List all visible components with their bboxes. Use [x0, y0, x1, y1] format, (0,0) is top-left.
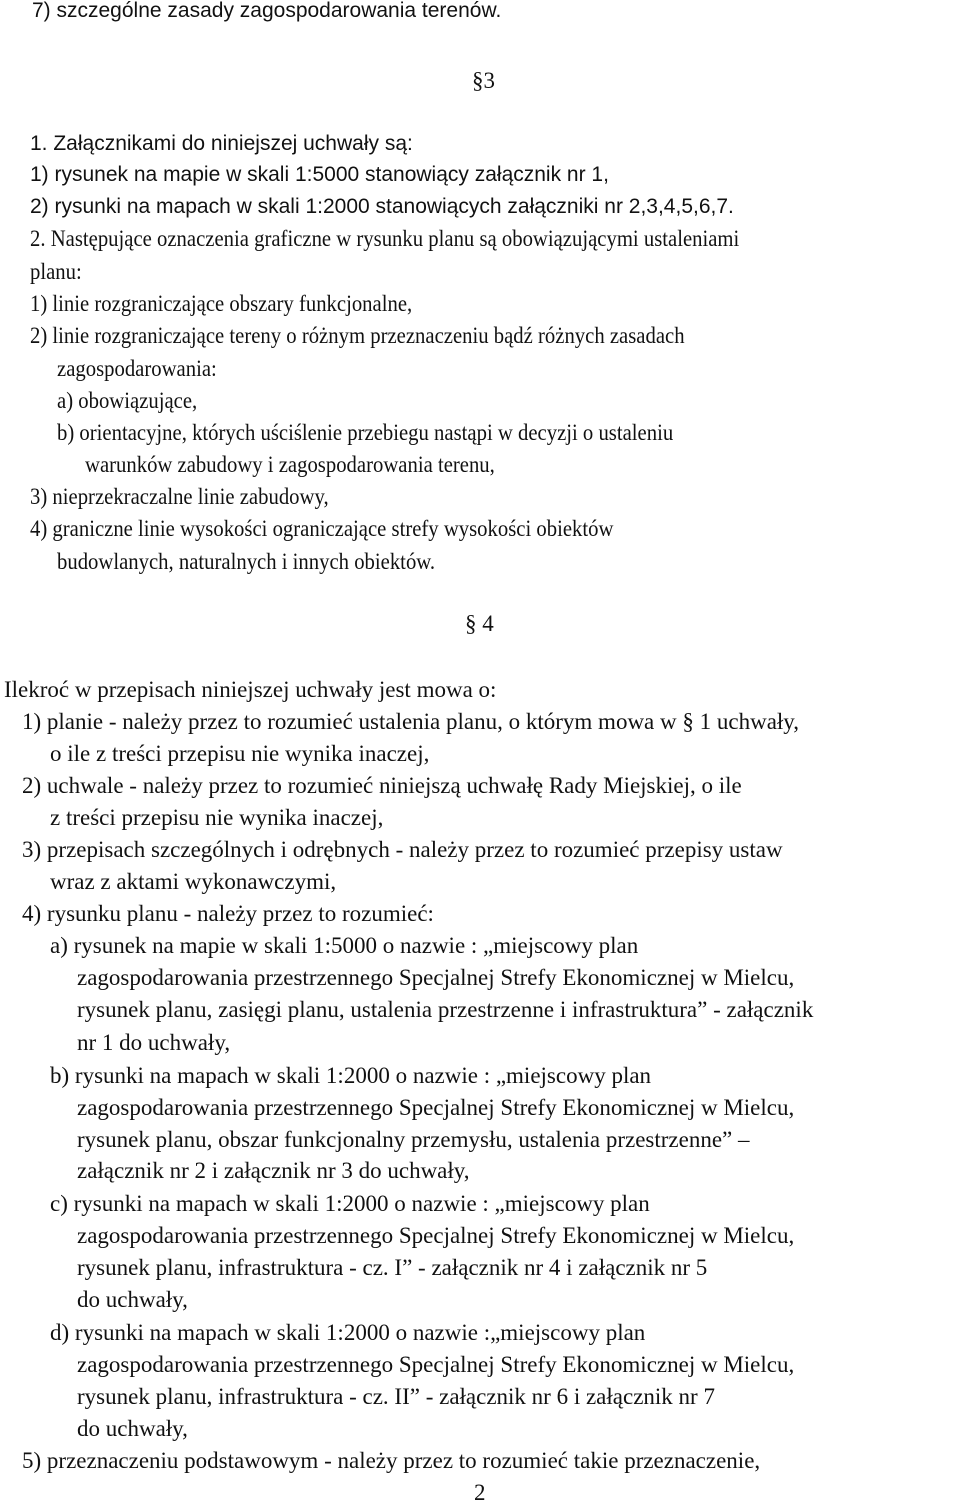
- section-heading: [472, 67, 495, 95]
- list-item-text: rysunek planu, zasięgi planu, ustalenia przestrzenne i infrastruktura” - załącznik: [77, 997, 814, 1022]
- paragraph-text: 1. Załącznikami do niniejszej uchwały są:: [30, 132, 413, 155]
- list-item-text: zagospodarowania przestrzennego Specjalnej Strefy Ekonomicznej w Mielcu,: [77, 1223, 795, 1248]
- list-item: [30, 193, 734, 221]
- list-item: [77, 996, 813, 1024]
- list-item-text: 1) planie - należy przez to rozumieć ustalenia planu, o którym mowa w § 1 uchwały,: [22, 709, 800, 734]
- list-item-text: 1) linie rozgraniczające obszary funkcjonalne,: [30, 291, 413, 316]
- list-item-text: b) rysunki na mapach w skali 1:2000 o nazwie : „miejscowy plan: [50, 1063, 652, 1088]
- list-item-text: 2) rysunki na mapach w skali 1:2000 stanowiących załączniki nr 2,3,4,5,6,7.: [30, 195, 734, 218]
- list-item: [57, 387, 213, 415]
- list-item: [50, 1062, 651, 1090]
- paragraph-text: Ilekroć w przepisach niniejszej uchwały jest mowa o:: [4, 677, 497, 702]
- list-item-text: 3) przepisach szczególnych i odrębnych - należy przez to rozumieć przepisy ustaw: [22, 837, 783, 862]
- list-item: [50, 804, 383, 832]
- list-item: [30, 161, 609, 189]
- paragraph: [30, 258, 88, 286]
- list-item-text: warunków zabudowy i zagospodarowania terenu,: [85, 452, 495, 477]
- list-item-text: a) obowiązujące,: [57, 388, 198, 413]
- list-item: [50, 1190, 650, 1218]
- list-item: [77, 1222, 794, 1250]
- list-item-text: do uchwały,: [77, 1287, 188, 1312]
- paragraph: [30, 130, 413, 158]
- list-item: [32, 0, 501, 25]
- list-item-text: c) rysunki na mapach w skali 1:2000 o nazwie : „miejscowy plan: [50, 1191, 650, 1216]
- paragraph-text: 2. Następujące oznaczenia graficzne w rysunku planu są obowiązującymi ustaleniami: [30, 226, 740, 251]
- list-item-text: zagospodarowania przestrzennego Specjalnej Strefy Ekonomicznej w Mielcu,: [77, 1352, 795, 1377]
- section-4-heading: § 4: [465, 611, 494, 636]
- list-item-text: 2) linie rozgraniczające tereny o różnym przeznaczeniu bądź różnych zasadach: [30, 323, 685, 348]
- list-item-text: o ile z treści przepisu nie wynika inaczej,: [50, 741, 430, 766]
- list-item-text: 5) przeznaczeniu podstawowym - należy przez to rozumieć takie przeznaczenie,: [22, 1448, 761, 1473]
- list-item: [77, 1383, 715, 1411]
- list-item-text: d) rysunki na mapach w skali 1:2000 o nazwie :„miejscowy plan: [50, 1320, 646, 1345]
- list-item-text: b) orientacyjne, których uściślenie przebiegu nastąpi w decyzji o ustaleniu: [57, 420, 674, 445]
- list-item-text: 2) uchwale - należy przez to rozumieć niniejszą uchwałę Rady Miejskiej, o ile: [22, 773, 742, 798]
- paragraph: [4, 676, 496, 704]
- list-item: [30, 290, 455, 318]
- list-item-text: a) rysunek na mapie w skali 1:5000 o nazwie : „miejscowy plan: [50, 933, 639, 958]
- list-item-text: budowlanych, naturalnych i innych obiektów.: [57, 549, 436, 574]
- list-item: [22, 836, 783, 864]
- list-item: [22, 708, 799, 736]
- list-item-text: wraz z aktami wykonawczymi,: [50, 869, 337, 894]
- list-item: [22, 772, 742, 800]
- list-item-text: zagospodarowania przestrzennego Specjalnej Strefy Ekonomicznej w Mielcu,: [77, 965, 795, 990]
- list-item: [85, 451, 540, 479]
- page-number: [474, 1479, 486, 1507]
- list-item-text: 4) graniczne linie wysokości ograniczające strefy wysokości obiektów: [30, 516, 614, 541]
- section-heading: [465, 610, 494, 638]
- list-item: [50, 932, 638, 960]
- list-item: [50, 740, 429, 768]
- list-item: [77, 1126, 750, 1154]
- list-item: [57, 548, 477, 576]
- list-item: [50, 868, 336, 896]
- list-item-text: nr 1 do uchwały,: [77, 1030, 231, 1055]
- list-item-text: zagospodarowania:: [57, 356, 217, 381]
- list-item: [57, 355, 235, 383]
- list-item-text: rysunek planu, infrastruktura - cz. II” - załącznik nr 6 i załącznik nr 7: [77, 1384, 715, 1409]
- list-item: [77, 964, 794, 992]
- list-item: [77, 1157, 470, 1185]
- list-item: [30, 515, 678, 543]
- section-3-heading: §3: [472, 68, 495, 93]
- list-item: [30, 322, 757, 350]
- list-item: [57, 419, 742, 447]
- list-item: [22, 900, 434, 928]
- list-item-text: 1) rysunek na mapie w skali 1:5000 stanowiący załącznik nr 1,: [30, 163, 609, 186]
- list-item-text: zagospodarowania przestrzennego Specjalnej Strefy Ekonomicznej w Mielcu,: [77, 1095, 795, 1120]
- list-item: [50, 1319, 645, 1347]
- list-item-text: 3) nieprzekraczalne linie zabudowy,: [30, 484, 329, 509]
- list-item: [77, 1254, 707, 1282]
- list-item-text: rysunek planu, obszar funkcjonalny przemysłu, ustalenia przestrzenne” –: [77, 1127, 750, 1152]
- list-item-text: 7) szczególne zasady zagospodarowania terenów.: [32, 0, 502, 22]
- list-item: [77, 1094, 794, 1122]
- paragraph-text: planu:: [30, 259, 82, 284]
- list-item-text: załącznik nr 2 i załącznik nr 3 do uchwały,: [77, 1158, 470, 1183]
- paragraph: [30, 225, 818, 253]
- list-item-text: z treści przepisu nie wynika inaczej,: [50, 805, 384, 830]
- list-item: [22, 1447, 760, 1475]
- list-item: [77, 1415, 188, 1443]
- list-item: [30, 483, 362, 511]
- list-item: [77, 1286, 188, 1314]
- list-item: [77, 1029, 230, 1057]
- list-item: [77, 1351, 794, 1379]
- list-item-text: rysunek planu, infrastruktura - cz. I” - załącznik nr 4 i załącznik nr 5: [77, 1255, 708, 1280]
- list-item-text: do uchwały,: [77, 1416, 188, 1441]
- list-item-text: 4) rysunku planu - należy przez to rozumieć:: [22, 901, 434, 926]
- page-number-text: 2: [474, 1480, 486, 1505]
